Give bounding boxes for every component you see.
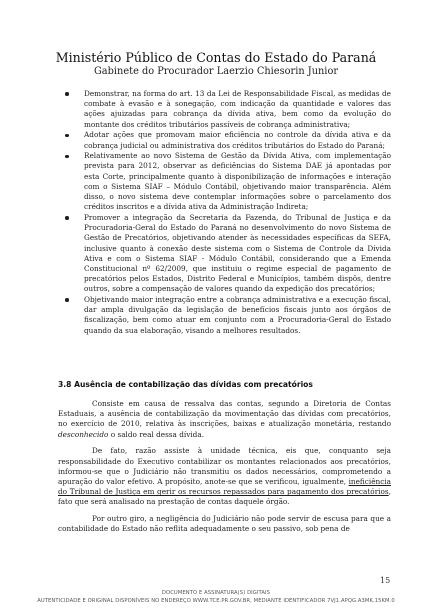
paragraph-1 xyxy=(58,399,391,440)
list-item-text: Demonstrar, na forma do art. 13 da Lei de Responsabilidade Fiscal, as medidas de combate à evasão e à sonegação, com indicação da quantidade e valores das ações ajuizadas para cobrança da dívida ativa, bem como da evolução do montante dos créditos tributários passíveis de cobrança administrativa; xyxy=(84,89,391,129)
section-body xyxy=(58,399,391,541)
bullet-icon xyxy=(65,134,69,138)
list-item-text: Promover a integração da Secretaria da Fazenda, do Tribunal de Justiça e da Procuradoria-Geral do Estado do Paraná no desenvolvimento do novo Sistema de Gestão de Precatórios, objetivando atender às necessidades específicas da SEFA, inclusive quanto à conexão deste sistema com o Sistema de Controle da Dívida Ativa e com o Sistema SIAF - Módulo Contábil, considerando que a Emenda Constitucional nº 62/2009, que instituiu o regime especial de pagamento de precatórios pelos Estados, Distrito Federal e Municípios, também dispôs, dentre outros, sobre a compensação de valores quando da expedição dos precatórios; xyxy=(84,212,391,294)
paragraph-2-underlined: ineficiência do Tribunal de Justiça em gerir os recursos repassados para pagamento dos precatórios xyxy=(58,476,391,497)
list-item xyxy=(58,151,391,212)
paragraph-1-emphasis: desconhecido xyxy=(58,429,109,439)
list-item xyxy=(58,295,391,336)
list-item-text: Objetivando maior integração entre a cobrança administrativa e a execução fiscal, dar ampla divulgação da legislação de benefícios fiscais junto aos órgãos de fiscalização, bem como atuar em conjunto com a Procuradoria-Geral do Estado quando da sua elaboração, visando a melhores resultados. xyxy=(84,295,391,335)
list-item xyxy=(58,213,391,295)
bullet-icon xyxy=(65,298,69,302)
paragraph-1-text-a: Consiste em causa de ressalva das contas, segundo a Diretoria de Contas Estaduais, a ausência de contabilização da movimentação das dívidas com precatórios, no exercício de 2010, relativa às inscrições, baixas e atualização monetária, restando xyxy=(58,399,391,429)
header-subtitle: Gabinete do Procurador Laerzio Chiesorin Junior xyxy=(93,66,339,77)
bullet-icon xyxy=(65,155,69,159)
header-title: Ministério Público de Contas do Estado do Paraná xyxy=(55,50,377,65)
paragraph-1-text-b: o saldo real dessa dívida. xyxy=(108,429,205,439)
page-number: 15 xyxy=(380,576,391,585)
paragraph-2-text-a: De fato, razão assiste à unidade técnica, eis que, conquanto seja responsabilidade do Executivo contabilizar os montantes relacionados aos precatórios, informou-se que o Judiciário não transmitiu os dados necessários, comprometendo a apuração do valor efetivo. A propósito, anote-se que se verificou, igualmente, xyxy=(58,446,391,486)
section-heading: 3.8 Ausência de contabilização das dívidas com precatórios xyxy=(58,380,313,389)
footer-line-1: DOCUMENTO E ASSINATURA(S) DIGITAIS xyxy=(161,590,271,596)
footer-line-2: AUTENTICIDADE E ORIGINAL DISPONÍVEIS NO ENDEREÇO WWW.TCE.PR.GOV.BR, MEDIANTE IDENTIFICADOR 7VJ1.APQG.A3MK.15KM.0 xyxy=(37,598,395,604)
bullet-icon xyxy=(65,216,69,220)
list-item xyxy=(58,130,391,150)
list-item-text: Adotar ações que promovam maior eficiência no controle da dívida ativa e da cobrança judicial ou administrativa dos créditos tributários do Estado do Paraná; xyxy=(84,130,391,150)
list-item xyxy=(58,89,391,130)
paragraph-2 xyxy=(58,446,391,507)
list-item-text: Relativamente ao novo Sistema de Gestão da Dívida Ativa, com implementação prevista para 2012, observar as deficiências do Sistema DAE já apontadas por esta Corte, principalmente quanto à disponibilização de informações e interação com o Sistema SIAF – Módulo Contábil, objetivando maior transparência. Além disso, o novo sistema deve contemplar informações sobre o parcelamento dos créditos inscritos e a dívida ativa da Administração Indireta; xyxy=(84,151,391,212)
recommendation-list xyxy=(58,89,391,336)
page-header xyxy=(0,50,432,78)
bullet-icon xyxy=(65,92,69,96)
paragraph-3: Por outro giro, a negligência do Judiciário não pode servir de escusa para que a contabilidade do Estado não reflita adequadamente o seu passivo, sob pena de xyxy=(58,514,391,534)
paragraph-2-text-b: , fato que será analisado na prestação de contas daquele órgão. xyxy=(58,487,391,507)
